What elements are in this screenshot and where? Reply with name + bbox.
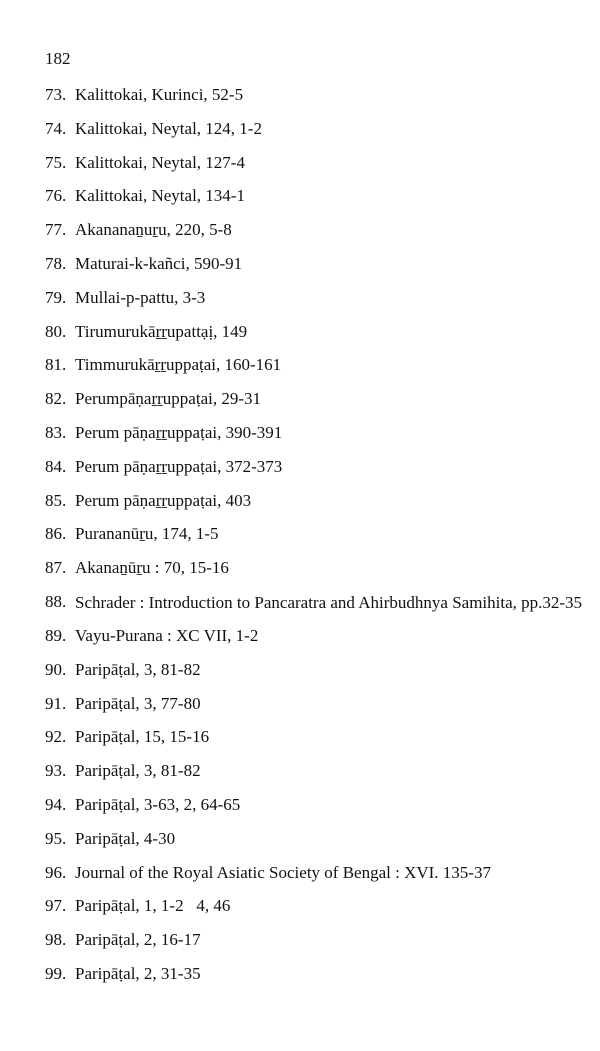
note-number: 83.: [45, 422, 67, 442]
note-number: 73.: [45, 85, 67, 104]
note-text: Paripāṭal, 2, 16-17: [75, 930, 201, 950]
note-number: 77.: [45, 220, 67, 240]
note-number: 74.: [45, 118, 67, 138]
note-text: Perum pāṇaṟṟuppaṭai, 390-391: [75, 422, 283, 442]
note-item: [45, 354, 585, 376]
note-text: Paripāṭal, 3-63, 2, 64-65: [75, 794, 241, 814]
note-item: [45, 321, 585, 343]
note-number: 78.: [45, 253, 67, 273]
note-number: 90.: [45, 659, 67, 679]
note-item: [45, 895, 585, 917]
note-item: [45, 152, 585, 174]
note-text: Perum pāṇaṟṟuppaṭai, 403: [75, 490, 252, 510]
note-text: Perum pāṇaṟṟuppaṭai, 372-373: [75, 456, 283, 476]
note-text: Journal of the Royal Asiatic Society of Bengal : XVI. 135-37: [75, 862, 491, 882]
note-item: [45, 118, 585, 140]
note-number: 94.: [45, 794, 67, 814]
note-item: [45, 84, 585, 106]
note-text: Akananaṉuṟu, 220, 5-8: [75, 220, 232, 240]
note-item: [45, 591, 585, 615]
note-number: 85.: [45, 490, 67, 510]
note-item: [45, 388, 585, 410]
note-number: 80.: [45, 321, 67, 341]
note-text: Paripāṭal, 15, 15-16: [75, 727, 210, 747]
note-item: [45, 185, 585, 207]
note-text: Tirumurukāṟṟupattạị, 149: [75, 321, 248, 341]
note-item: [45, 828, 585, 850]
note-number: 95.: [45, 828, 67, 848]
note-item: [45, 523, 585, 545]
note-item: [45, 253, 585, 275]
note-item: [45, 929, 585, 951]
note-text: Schrader : Introduction to Pancaratra and Ahirbudhnya Samihita, pp.32-35: [75, 592, 583, 612]
notes-list: [45, 84, 585, 997]
note-text: Purananūṟu, 174, 1-5: [75, 524, 219, 544]
note-item: [45, 693, 585, 715]
note-item: [45, 963, 585, 985]
note-number: 87.: [45, 558, 67, 578]
note-number: 91.: [45, 693, 67, 713]
note-text: Mullai-p-pattu, 3-3: [75, 287, 206, 307]
note-text: Paripāṭal, 4-30: [75, 828, 176, 848]
note-number: 98.: [45, 930, 67, 950]
note-text: Kalittokai, Neytal, 127-4: [75, 152, 245, 172]
note-number: 89.: [45, 625, 67, 645]
note-text: Perumpāṇaṟṟuppaṭai, 29-31: [75, 389, 261, 409]
note-number: 76.: [45, 186, 67, 206]
note-text: Maturai-k-kañci, 590-91: [75, 253, 243, 273]
note-text: Akanaṉūṟu : 70, 15-16: [75, 558, 229, 578]
note-text: Paripāṭal, 1, 1-2 4, 46: [75, 896, 231, 916]
note-text: Timmurukāṟṟuppaṭai, 160-161: [75, 355, 282, 375]
note-number: 93.: [45, 761, 67, 781]
note-number: 75.: [45, 152, 67, 172]
note-number: 82.: [45, 389, 67, 409]
note-number: 79.: [45, 287, 67, 307]
page-number: 182: [45, 49, 71, 68]
note-number: 96.: [45, 862, 67, 882]
note-item: [45, 456, 585, 478]
note-item: [45, 422, 585, 444]
note-item: [45, 490, 585, 512]
note-item: [45, 862, 585, 884]
note-item: [45, 557, 585, 579]
note-item: [45, 760, 585, 782]
note-text: Kalittokai, Neytal, 124, 1-2: [75, 118, 262, 138]
note-item: [45, 287, 585, 309]
note-text: Kalittokai, Kurinci, 52-5: [75, 85, 244, 104]
note-item: [45, 794, 585, 816]
note-number: 97.: [45, 896, 67, 916]
note-item: [45, 659, 585, 681]
note-number: 84.: [45, 456, 67, 476]
note-item: [45, 219, 585, 241]
note-text: Paripāṭal, 3, 77-80: [75, 693, 201, 713]
note-text: Paripāṭal, 2, 31-35: [75, 963, 201, 983]
note-number: 86.: [45, 524, 67, 544]
note-text: Paripāṭal, 3, 81-82: [75, 659, 201, 679]
note-number: 81.: [45, 355, 67, 375]
note-text: Kalittokai, Neytal, 134-1: [75, 186, 245, 206]
note-number: 99.: [45, 963, 67, 983]
note-text: Paripāṭal, 3, 81-82: [75, 761, 201, 781]
note-item: [45, 726, 585, 748]
note-text: Vayu-Purana : XC VII, 1-2: [75, 625, 259, 645]
note-item: [45, 625, 585, 647]
note-number: 92.: [45, 727, 67, 747]
note-number: 88.: [45, 591, 67, 611]
